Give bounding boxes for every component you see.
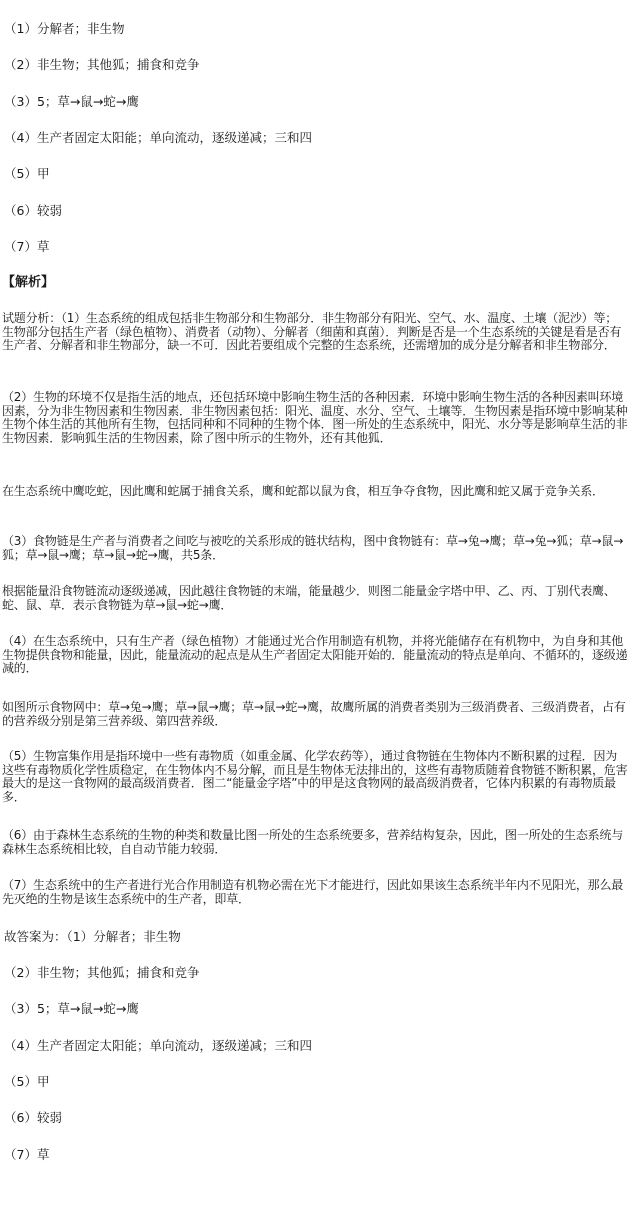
final-answer-line-4: （4）生产者固定太阳能；单向流动，逐级递减；三和四 — [4, 1038, 312, 1053]
analysis-paragraph-8: （5）生物富集作用是指环境中一些有毒物质（如重金属、化学农药等），通过食物链在生物体内不断积累的过程．因为这些有毒物质化学性质稳定，在生物体内不易分解，而且是生物体无法排出的，这些有毒物质随着食物链不断积累，危害最大的是这一食物网的最高级消费者．图二“能量金字塔”中的甲是这食物网的最高级消费者，它体内积累的有毒物质最多． — [2, 749, 628, 804]
analysis-paragraph-3: 在生态系统中鹰吃蛇，因此鹰和蛇属于捕食关系，鹰和蛇都以鼠为食，相互争夺食物，因此鹰和蛇又属于竞争关系． — [2, 484, 604, 498]
final-answer-line-1: 故答案为：（1）分解者；非生物 — [4, 929, 181, 944]
final-answer-line-6: （6）较弱 — [4, 1110, 62, 1125]
answer-line-3: （3）5；草→鼠→蛇→鹰 — [4, 94, 139, 109]
final-answer-line-3: （3）5；草→鼠→蛇→鹰 — [4, 1001, 139, 1016]
analysis-heading: 【解析】 — [2, 275, 55, 290]
analysis-paragraph-4: （3）食物链是生产者与消费者之间吃与被吃的关系形成的链状结构，图中食物链有：草→兔→鹰；草→兔→狐；草→鼠→狐；草→鼠→鹰；草→鼠→蛇→鹰，共5条． — [2, 534, 624, 562]
analysis-paragraph-6: （4）在生态系统中，只有生产者（绿色植物）才能通过光合作用制造有机物，并将光能储存在有机物中，为自身和其他生物提供食物和能量，因此，能量流动的起点是从生产者固定太阳能开始的．能量流动的特点是单向、不循环的，逐级递减的． — [2, 634, 628, 675]
analysis-paragraph-2: （2）生物的环境不仅是指生活的地点，还包括环境中影响生物生活的各种因素．环境中影响生物生活的各种因素叫环境因素，分为非生物因素和生物因素．非生物因素包括：阳光、温度、水分、空气、土壤等．生物因素是指环境中影响某种生物个体生活的其他所有生物，包括同种和不同种的生物个体．图一所处的生态系统中，阳光、水分等是影响草生活的非生物因素．影响狐生活的生物因素，除了图中所示的生物外，还有其他狐． — [2, 390, 628, 445]
answer-line-5: （5）甲 — [4, 166, 50, 181]
analysis-paragraph-10: （7）生态系统中的生产者进行光合作用制造有机物必需在光下才能进行，因此如果该生态系统半年内不见阳光，那么最先灭绝的生物是该生态系统中的生产者，即草． — [2, 878, 624, 906]
answer-line-7: （7）草 — [4, 239, 50, 254]
final-answer-line-7: （7）草 — [4, 1147, 50, 1162]
analysis-paragraph-7: 如图所示食物网中：草→兔→鹰；草→鼠→鹰；草→鼠→蛇→鹰，故鹰所属的消费者类别为三级消费者、三级消费者，占有的营养级分别是第三营养级、第四营养级． — [2, 700, 626, 728]
final-answer-line-2: （2）非生物；其他狐；捕食和竞争 — [4, 965, 200, 980]
answer-line-1: （1）分解者；非生物 — [4, 21, 125, 36]
analysis-paragraph-9: （6）由于森林生态系统的生物的种类和数量比图一所处的生态系统要多，营养结构复杂，因此，图一所处的生态系统与森林生态系统相比较，自自动节能力较弱． — [2, 828, 624, 856]
answer-line-6: （6）较弱 — [4, 203, 62, 218]
analysis-paragraph-5: 根据能量沿食物链流动逐级递减，因此越往食物链的末端，能量越少．则图二能量金字塔中甲、乙、丙、丁别代表鹰、蛇、鼠、草．表示食物链为草→鼠→蛇→鹰． — [2, 584, 616, 612]
answer-line-2: （2）非生物；其他狐；捕食和竞争 — [4, 57, 200, 72]
answer-line-4: （4）生产者固定太阳能；单向流动，逐级递减；三和四 — [4, 130, 312, 145]
analysis-paragraph-1: 试题分析：（1）生态系统的组成包括非生物部分和生物部分．非生物部分有阳光、空气、水、温度、土壤（泥沙）等；生物部分包括生产者（绿色植物）、消费者（动物）、分解者（细菌和真菌）．判断是否是一个生态系统的关键是看是否有生产者、分解者和非生物部分，缺一不可．因此若要组成个完整的生态系统，还需增加的成分是分解者和非生物部分． — [2, 311, 622, 352]
final-answer-line-5: （5）甲 — [4, 1074, 50, 1089]
